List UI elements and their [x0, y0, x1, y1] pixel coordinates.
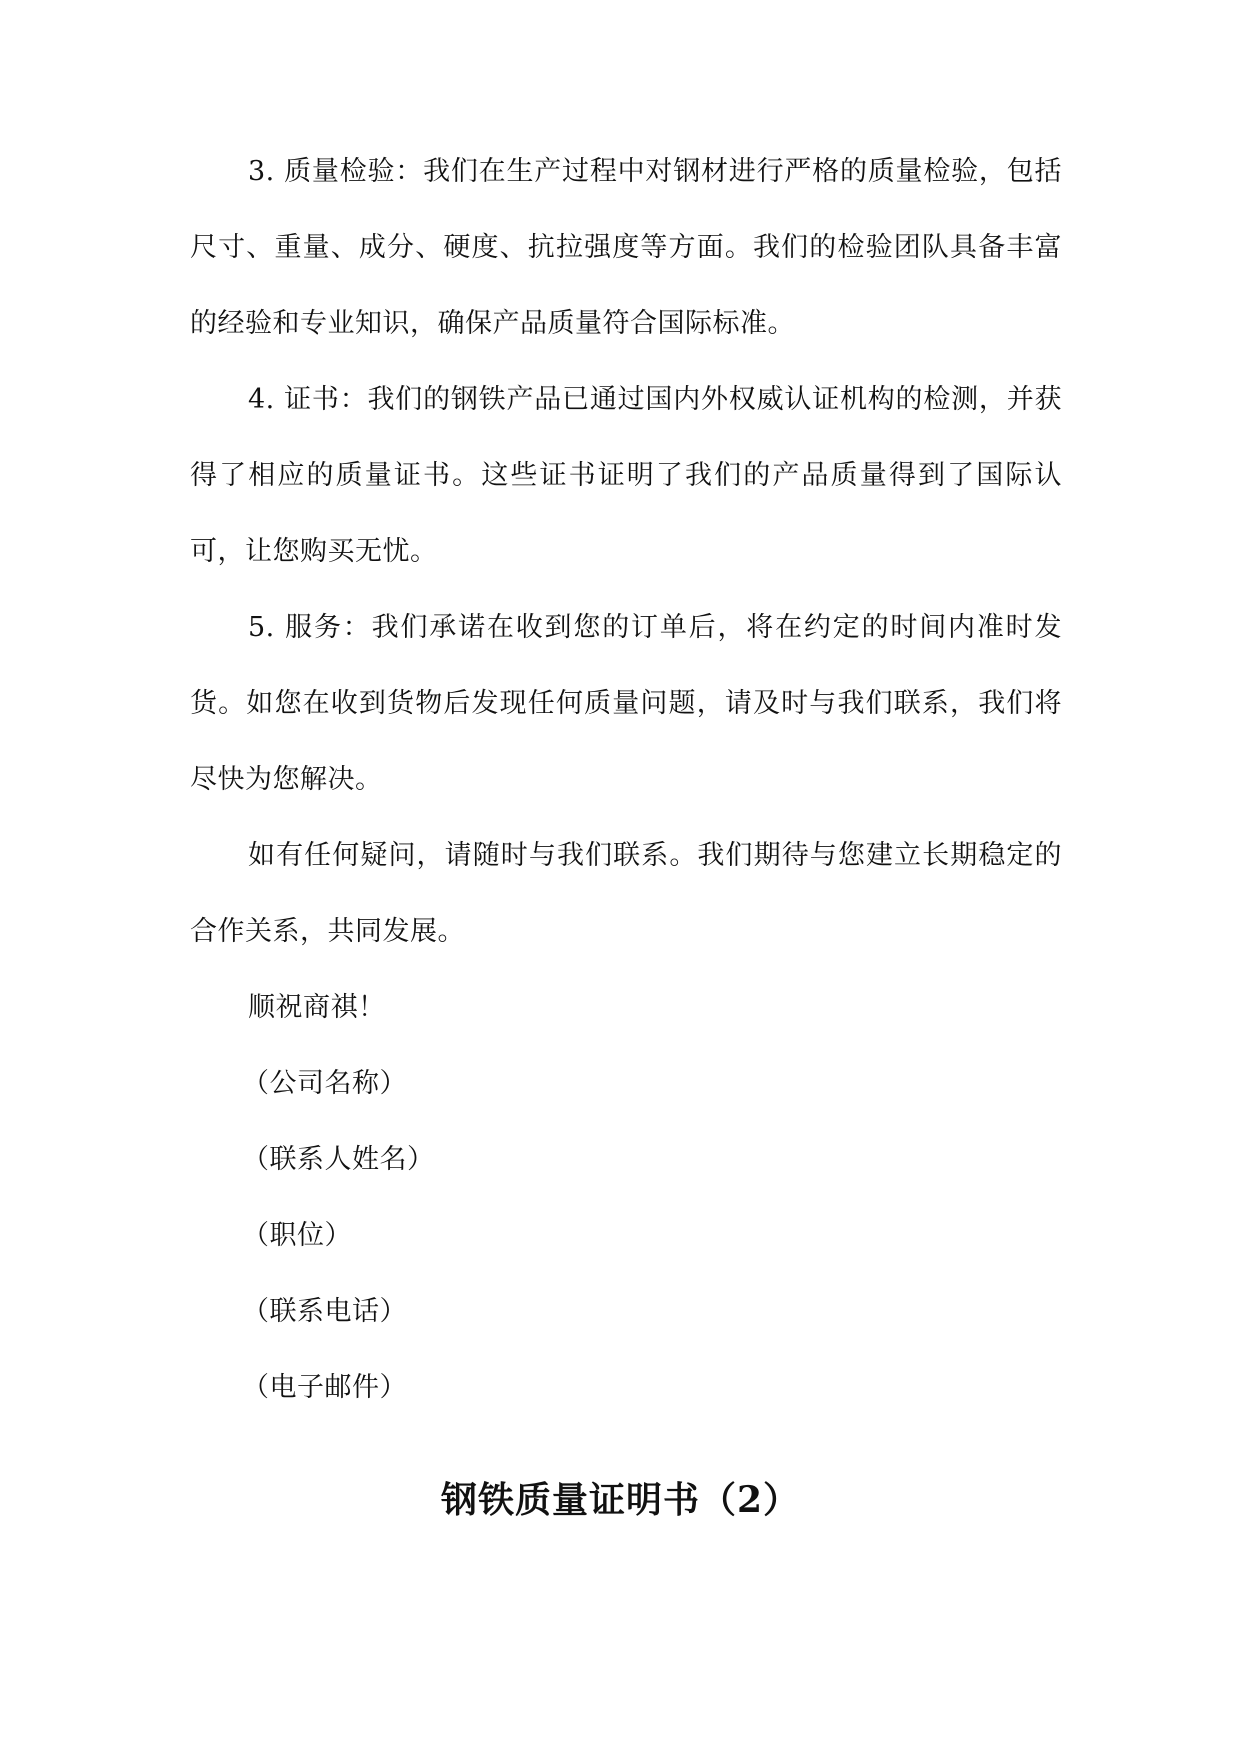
paragraph-service: 5. 服务：我们承诺在收到您的订单后，将在约定的时间内准时发货。如您在收到货物后发现任何质量问题，请及时与我们联系，我们将尽快为您解决。	[190, 612, 1062, 795]
signature-email: （电子邮件）	[242, 1372, 407, 1403]
paragraph-quality-inspection: 3. 质量检验：我们在生产过程中对钢材进行严格的质量检验，包括尺寸、重量、成分、硬度、抗拉强度等方面。我们的检验团队具备丰富的经验和专业知识，确保产品质量符合国际标准。	[190, 156, 1062, 339]
letter-body	[190, 134, 1062, 1426]
paragraph-contact-invitation: 如有任何疑问，请随时与我们联系。我们期待与您建立长期稳定的合作关系，共同发展。	[190, 840, 1062, 947]
paragraph-certificate: 4. 证书：我们的钢铁产品已通过国内外权威认证机构的检测，并获得了相应的质量证书。这些证书证明了我们的产品质量得到了国际认可，让您购买无忧。	[190, 384, 1062, 567]
signature-phone: （联系电话）	[242, 1296, 407, 1327]
signature-position: （职位）	[242, 1220, 352, 1251]
signature-contact-name: （联系人姓名）	[242, 1144, 435, 1175]
signature-company: （公司名称）	[242, 1068, 407, 1099]
closing-line: 顺祝商祺！	[248, 992, 386, 1023]
section-heading: 钢铁质量证明书（2）	[440, 1479, 801, 1521]
